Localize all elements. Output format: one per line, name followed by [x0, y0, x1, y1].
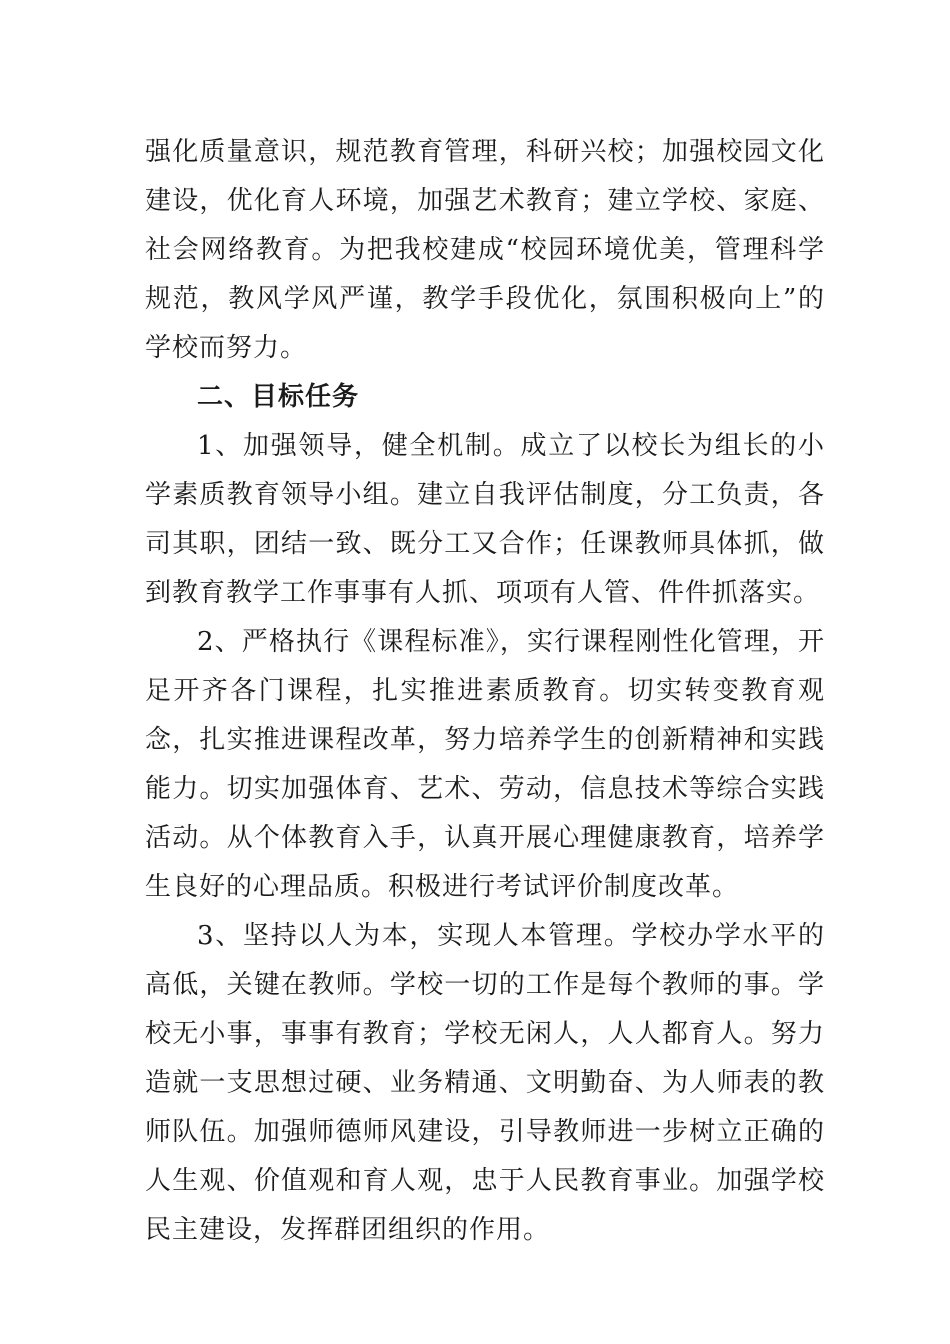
paragraph-item-3: 3、坚持以人为本，实现人本管理。学校办学水平的高低，关键在教师。学校一切的工作是每个教师的事。学校无小事，事事有教育；学校无闲人，人人都育人。努力造就一支思想过硬、业务精通、文明勤奋、为人师表的教师队伍。加强师德师风建设，引导教师进一步树立正确的人生观、价值观和育人观，忠于人民教育事业。加强学校民主建设，发挥群团组织的作用。	[145, 921, 825, 1245]
section-heading-goals: 二、目标任务	[197, 382, 360, 412]
paragraph-item-1: 1、加强领导，健全机制。成立了以校长为组长的小学素质教育领导小组。建立自我评估制度，分工负责，各司其职，团结一致、既分工又合作；任课教师具体抓，做到教育教学工作事事有人抓、项项有人管、件件抓落实。	[145, 431, 825, 608]
paragraph-item-2: 2、严格执行《课程标准》，实行课程刚性化管理，开足开齐各门课程，扎实推进素质教育。切实转变教育观念，扎实推进课程改革，努力培养学生的创新精神和实践能力。切实加强体育、艺术、劳动，信息技术等综合实践活动。从个体教育入手，认真开展心理健康教育，培养学生良好的心理品质。积极进行考试评价制度改革。	[145, 627, 825, 902]
paragraph-intro-continued: 强化质量意识，规范教育管理，科研兴校；加强校园文化建设，优化育人环境，加强艺术教育；建立学校、家庭、社会网络教育。为把我校建成“校园环境优美，管理科学规范，教风学风严谨，教学手段优化，氛围积极向上”的学校而努力。	[145, 137, 825, 363]
document-body	[145, 128, 825, 1255]
